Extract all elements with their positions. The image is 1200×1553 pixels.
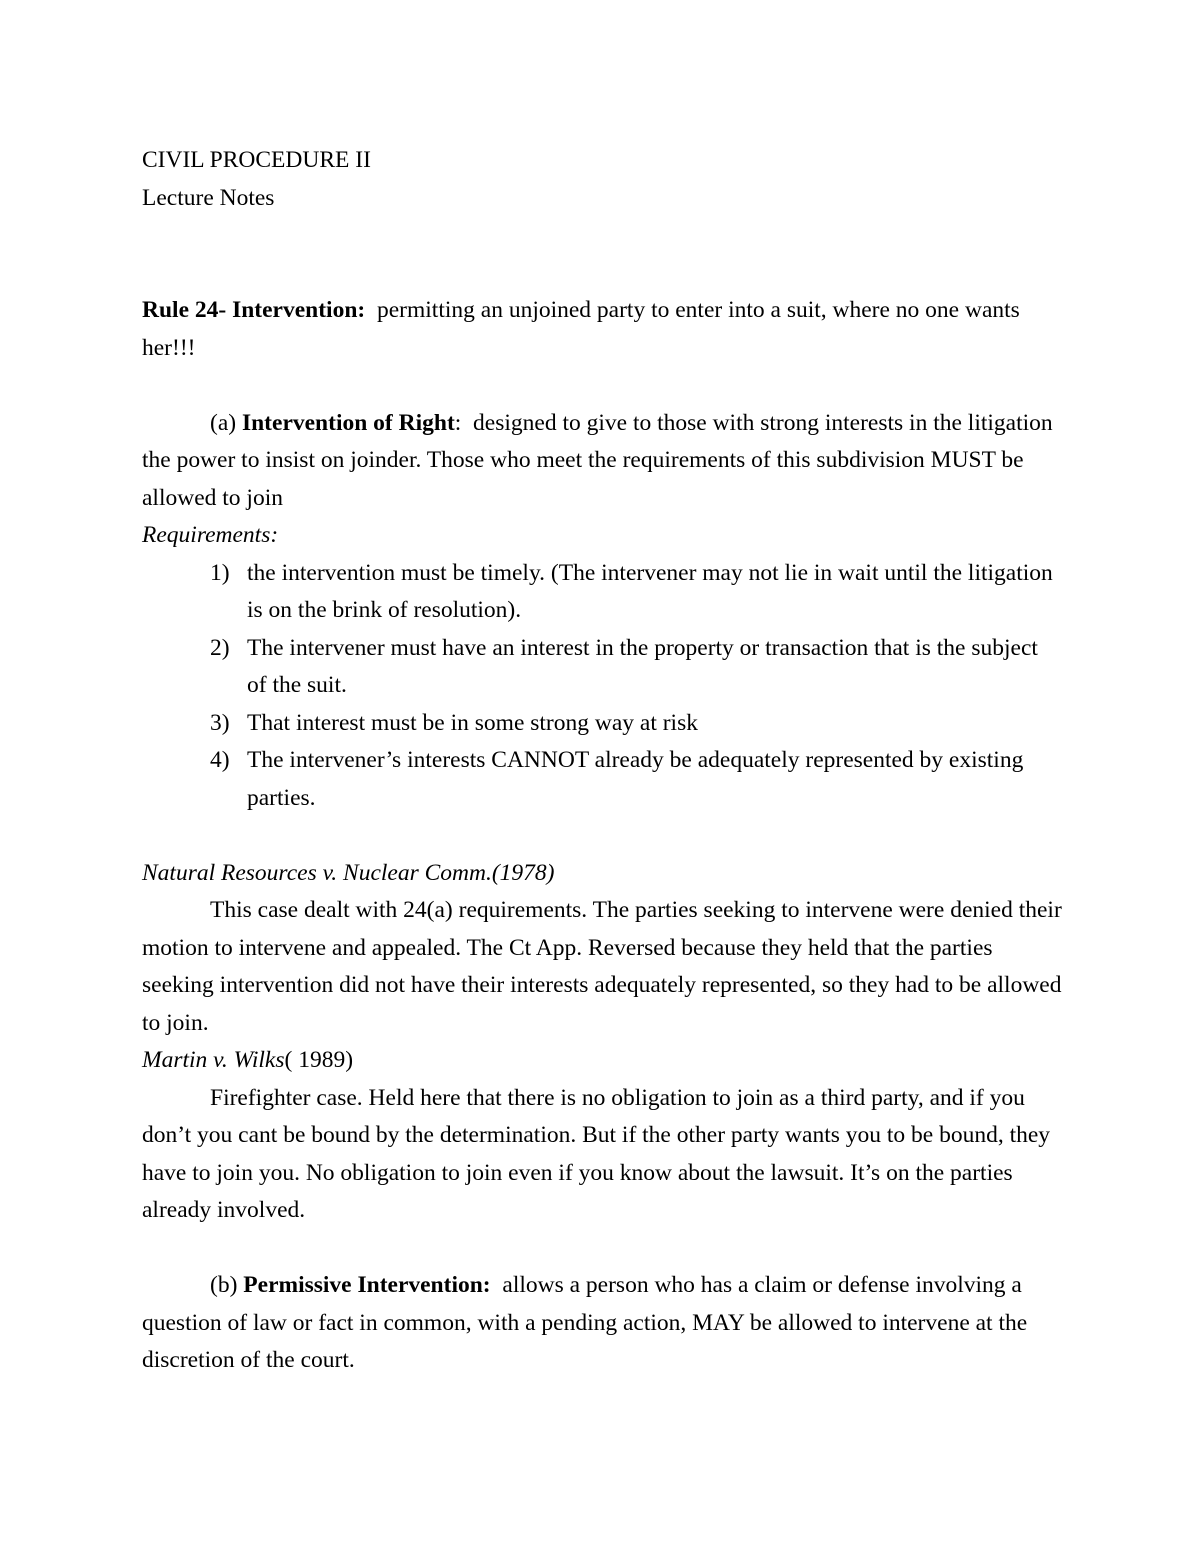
section-a-text: designed to give to those with strong interests in the litigation the power to insist on joinder. Those who meet the requirements of this subdivision MUST be allowed to join [142,409,1053,511]
list-item [142,742,1062,817]
rule24-definition: permitting an unjoined party to enter into a suit, where no one wants her!!! [142,297,1020,361]
section-a-paragraph [142,405,1062,518]
case-year: ( 1989) [284,1047,354,1073]
section-b-title: Permissive Intervention: [243,1272,491,1298]
list-item-number: 1) [210,559,230,586]
section-b-text: allows a person who has a claim or defense involving a question of law or fact in common, with a pending action, MAY be allowed to intervene at the discretion of the court. [142,1272,1028,1373]
list-item [142,630,1062,705]
list-item-number: 3) [210,709,230,736]
case-name-heading [142,855,1062,893]
case-name: Martin v. Wilks [142,1047,285,1073]
requirements-list [142,555,1062,818]
document-body [142,142,1062,1380]
course-title: CIVIL PROCEDURE II [142,147,371,173]
document-subtitle: Lecture Notes [142,184,275,211]
requirements-label: Requirements: [142,522,279,548]
case-name-heading [142,1042,1062,1080]
list-item-number: 4) [210,747,230,773]
spacer [142,367,1062,405]
list-item-text: The intervener must have an interest in the property or transaction that is the subject of the suit. [247,634,1038,698]
section-a-title: Intervention of Right [241,409,455,436]
section-a-prefix: (a) [210,409,242,436]
list-item-text: The intervener’s interests CANNOT already be adequately represented by existing parties. [247,747,1024,811]
case-summary: This case dealt with 24(a) requirements. The parties seeking to intervene were denied their motion to intervene and appealed. The Ct App. Reversed because they held that the parties seeking intervention did not have their interests adequately represented, so they had to be allowed to join. [142,897,1062,1036]
section-a-colon: : [454,409,462,436]
list-item-text: That interest must be in some strong way at risk [247,709,698,736]
rule24-heading: Rule 24- Intervention: [142,297,366,323]
section-b-paragraph [142,1267,1062,1380]
spacer [142,817,1062,855]
spacer [142,1230,1062,1268]
spacer [142,217,1062,292]
list-item-text: the intervention must be timely. (The intervener may not lie in wait until the litigation is on the brink of resolution). [247,559,1053,623]
list-item [142,555,1062,630]
rule24-paragraph [142,292,1062,367]
case-name: Natural Resources v. Nuclear Comm.(1978) [142,859,555,886]
case-summary: Firefighter case. Held here that there is no obligation to join as a third party, and if you don’t you cant be bound by the determination. But if the other party wants you to be bound, they have to join you. No obligation to join even if you know about the lawsuit. It’s on the parties already involved. [142,1084,1051,1223]
list-item-number: 2) [210,634,230,661]
section-b-prefix: (b) [210,1272,244,1298]
list-item [142,705,1062,743]
